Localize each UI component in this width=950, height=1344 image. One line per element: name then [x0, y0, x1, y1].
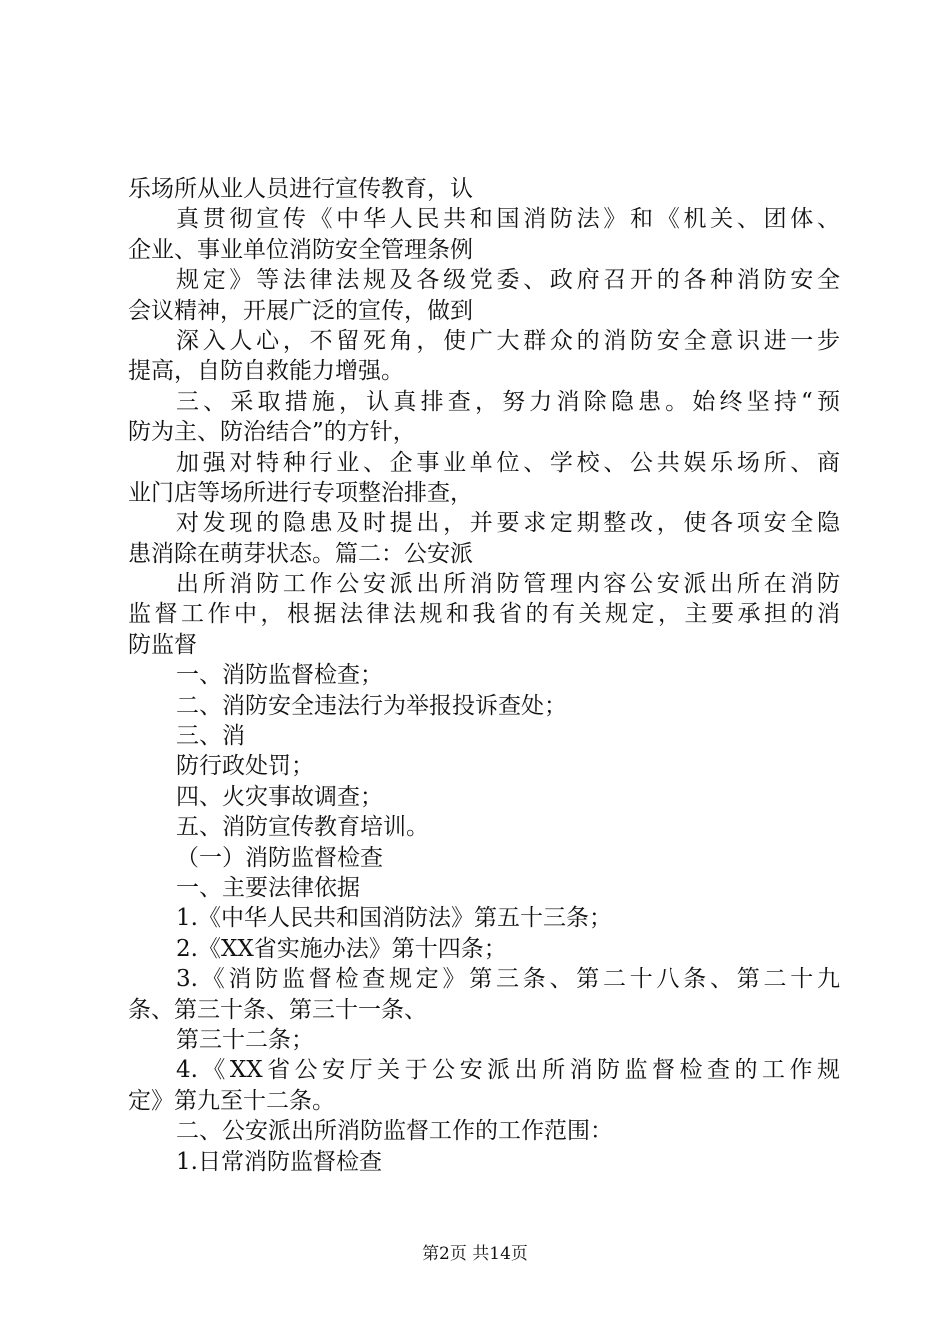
text-line: 出所消防工作公安派出所消防管理内容公安派出所在消防 [176, 571, 840, 598]
text-line: 三、消 [176, 723, 245, 750]
text-line: 三、采取措施，认真排查，努力消除隐患。始终坚持“预 [176, 388, 840, 415]
text-line: 1.日常消防监督检查 [176, 1148, 382, 1175]
text-line: 患消除在萌芽状态。篇二：公安派 [128, 540, 473, 567]
text-line: 五、消防宣传教育培训。 [176, 814, 429, 841]
text-line: 1.《中华人民共和国消防法》第五十三条； [176, 905, 612, 932]
text-line: 一、主要法律依据 [176, 874, 360, 901]
text-line: 业门店等场所进行专项整治排查， [128, 479, 473, 506]
text-line: 3.《消防监督检查规定》第三条、第二十八条、第二十九 [176, 966, 840, 993]
text-line: 会议精神，开展广泛的宣传，做到 [128, 297, 473, 324]
text-line: 4.《XX省公安厅关于公安派出所消防监督检查的工作规 [176, 1057, 840, 1084]
text-line: 企业、事业单位消防安全管理条例 [128, 236, 473, 263]
text-line: 第三十二条； [176, 1026, 314, 1053]
text-line: 监督工作中，根据法律法规和我省的有关规定，主要承担的消 [128, 601, 840, 628]
page-footer: 第2页 共14页 [422, 1244, 528, 1264]
text-line: 规定》等法律法规及各级党委、政府召开的各种消防安全 [176, 267, 840, 294]
text-line: 2.《XX省实施办法》第十四条； [176, 935, 507, 962]
text-line: 条、第三十条、第三十一条、 [128, 996, 427, 1023]
text-line: 四、火灾事故调查； [176, 783, 383, 810]
text-line: 防监督 [128, 631, 197, 658]
body-text [128, 174, 840, 1177]
text-line: 一、消防监督检查； [176, 662, 383, 689]
text-line: 深入人心，不留死角，使广大群众的消防安全意识进一步 [176, 327, 840, 354]
text-line: 加强对特种行业、企事业单位、学校、公共娱乐场所、商 [176, 449, 840, 476]
text-line: 二、公安派出所消防监督工作的工作范围： [176, 1118, 613, 1145]
text-line: 提高，自防自救能力增强。 [128, 358, 404, 385]
text-line: 真贯彻宣传《中华人民共和国消防法》和《机关、团体、 [176, 206, 840, 233]
text-line: 二、消防安全违法行为举报投诉查处； [176, 692, 567, 719]
text-line: （一）消防监督检查 [176, 844, 383, 871]
text-line: 定》第九至十二条。 [128, 1087, 335, 1114]
text-line: 乐场所从业人员进行宣传教育，认 [128, 176, 473, 202]
text-line: 防行政处罚； [176, 753, 314, 780]
text-line: 防为主、防治结合”的方针， [128, 419, 416, 446]
text-line: 对发现的隐患及时提出，并要求定期整改，使各项安全隐 [176, 510, 840, 537]
